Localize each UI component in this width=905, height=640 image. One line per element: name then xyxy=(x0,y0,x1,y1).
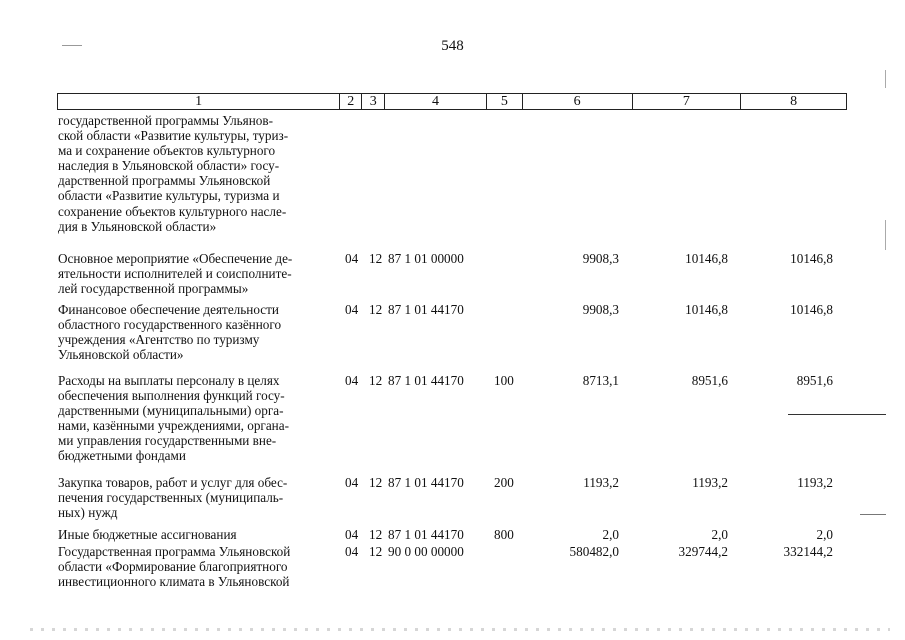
row-subsection: 12 xyxy=(369,527,383,542)
row-target: 87 1 01 44170 xyxy=(388,302,464,317)
header-col-4: 4 xyxy=(385,94,487,109)
row-amount-2: 10146,8 xyxy=(685,251,728,266)
row-section: 04 xyxy=(345,544,359,559)
row-amount-1: 1193,2 xyxy=(583,475,619,490)
row-expense-type: 800 xyxy=(494,527,514,542)
row-section: 04 xyxy=(345,373,359,388)
row-name: Закупка товаров, работ и услуг для обес- печения государственных (муниципаль- ных) нужд xyxy=(58,475,288,521)
row-section: 04 xyxy=(345,251,359,266)
scan-line xyxy=(860,514,886,515)
row-target: 87 1 01 44170 xyxy=(388,373,464,388)
row-name: Основное мероприятие «Обеспечение де- ятельности исполнителей и соисполните- лей государственной программы» xyxy=(58,251,293,297)
row-subsection: 12 xyxy=(369,302,383,317)
row-expense-type: 200 xyxy=(494,475,514,490)
header-col-2: 2 xyxy=(340,94,362,109)
row-amount-3: 8951,6 xyxy=(796,373,833,388)
row-section: 04 xyxy=(345,527,359,542)
row-amount-2: 8951,6 xyxy=(691,373,728,388)
header-col-8: 8 xyxy=(790,93,798,109)
row-amount-2: 2,0 xyxy=(711,527,728,542)
header-col-1: 1 xyxy=(58,94,340,109)
row-amount-1: 8713,1 xyxy=(582,373,619,388)
row-target: 87 1 01 44170 xyxy=(388,475,464,490)
scan-mark xyxy=(885,220,886,250)
row-target: 87 1 01 44170 xyxy=(388,527,464,542)
row-name: Иные бюджетные ассигнования xyxy=(58,527,237,542)
header-col-5: 5 xyxy=(487,94,523,109)
row-amount-3: 332144,2 xyxy=(783,544,833,559)
page-number: 548 xyxy=(441,38,464,54)
row-amount-1: 9908,3 xyxy=(582,302,619,317)
row-amount-3: 1193,2 xyxy=(797,475,833,490)
row-subsection: 12 xyxy=(369,251,383,266)
row-name: Государственная программа Ульяновской области «Формирование благоприятного инвестиционного климата в Ульяновской xyxy=(58,544,291,590)
header-col-7: 7 xyxy=(633,94,742,109)
row-name: государственной программы Ульянов- ской области «Развитие культуры, туриз- ма и сохранение объектов культурного наследия в Ульяновской области» госу- дарственной программы Ульяновской области «Развитие культуры, туризма и сохранение объектов культурного насле- дия в Ульяновской области» xyxy=(58,113,289,234)
scan-mark xyxy=(62,45,82,46)
row-amount-2: 1193,2 xyxy=(692,475,728,490)
row-amount-2: 10146,8 xyxy=(685,302,728,317)
row-target: 87 1 01 00000 xyxy=(388,251,464,266)
scan-mark xyxy=(885,70,886,88)
row-amount-1: 9908,3 xyxy=(582,251,619,266)
scan-specks xyxy=(30,628,890,631)
row-section: 04 xyxy=(345,475,359,490)
row-amount-2: 329744,2 xyxy=(678,544,728,559)
row-amount-1: 2,0 xyxy=(602,527,619,542)
row-expense-type: 100 xyxy=(494,373,514,388)
row-subsection: 12 xyxy=(369,373,383,388)
table-header xyxy=(57,93,847,110)
row-amount-1: 580482,0 xyxy=(569,544,619,559)
header-col-3: 3 xyxy=(362,94,385,109)
row-target: 90 0 00 00000 xyxy=(388,544,464,559)
header-col-6: 6 xyxy=(523,94,633,109)
row-subsection: 12 xyxy=(369,544,383,559)
row-section: 04 xyxy=(345,302,359,317)
row-amount-3: 10146,8 xyxy=(790,251,833,266)
row-amount-3: 2,0 xyxy=(816,527,833,542)
scan-line xyxy=(788,414,886,415)
row-name: Финансовое обеспечение деятельности областного государственного казённого учреждения «Агентство по туризму Ульяновской области» xyxy=(58,302,282,363)
row-name: Расходы на выплаты персоналу в целях обеспечения выполнения функций госу- дарственными (муниципальными) орга- нами, казёнными учреждениями, органа- ми управления государственными вне- бюджетными фондами xyxy=(58,373,289,464)
row-amount-3: 10146,8 xyxy=(790,302,833,317)
row-subsection: 12 xyxy=(369,475,383,490)
